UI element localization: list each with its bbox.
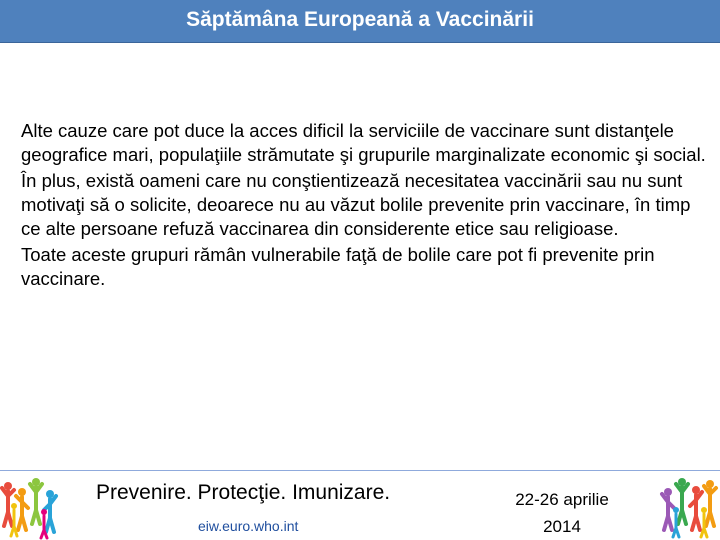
slide-title: Săptămâna Europeană a Vaccinării <box>186 8 534 31</box>
people-figures-left-icon <box>0 472 62 540</box>
people-figures-right-icon <box>658 472 720 540</box>
footer-divider <box>0 470 720 471</box>
paragraph-2: În plus, există oameni care nu conştientizează necesitatea vaccinării sau nu sunt motivaţi să o solicite, deoarece nu au văzut bolile prevenite prin vaccinare, în timp ce alte persoane refuză vaccinarea din considerente etice sau religioase. <box>21 170 691 239</box>
date-year: 2014 <box>543 517 581 536</box>
event-dates <box>500 486 624 540</box>
footer-website-link[interactable]: eiw.euro.who.int <box>198 518 299 534</box>
paragraph-3: Toate aceste grupuri rămân vulnerabile faţă de bolile care pot fi prevenite prin vaccinare. <box>21 244 655 289</box>
body-text <box>21 119 711 293</box>
paragraph-1: Alte cauze care pot duce la acces dificil la serviciile de vaccinare sunt distanţele geografice mari, populaţiile strămutate şi grupurile marginalizate economic şi social. <box>21 120 706 165</box>
header-bar <box>0 0 720 43</box>
footer-slogan: Prevenire. Protecţie. Imunizare. <box>96 481 391 504</box>
date-range: 22-26 aprilie <box>515 490 609 509</box>
